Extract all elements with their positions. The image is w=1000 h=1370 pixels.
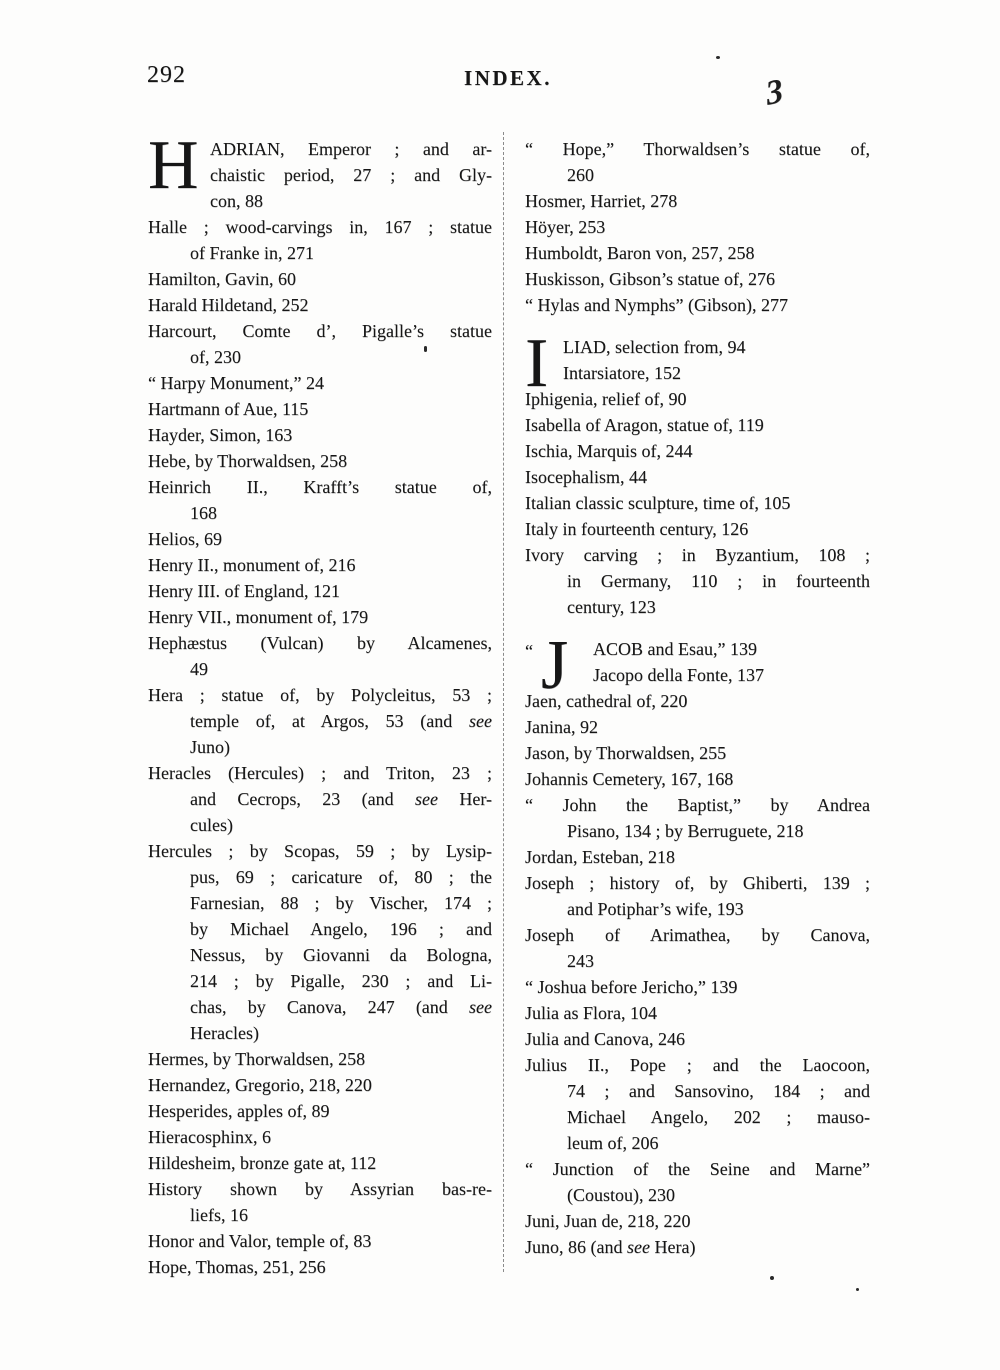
index-line: Hartmann of Aue, 115 <box>148 399 309 419</box>
index-entry <box>525 292 870 318</box>
index-entry <box>525 464 870 490</box>
index-entry <box>525 542 870 620</box>
drop-cap-i: I <box>525 325 549 402</box>
index-entry <box>525 1000 870 1026</box>
index-entry <box>148 1150 492 1176</box>
index-line: “ Joshua before Jericho,” 139 <box>525 977 738 997</box>
index-line: and Cecrops, 23 (and see Her- <box>190 789 492 809</box>
index-line: temple of, at Argos, 53 (and see <box>190 711 492 731</box>
index-line: Harald Hildetand, 252 <box>148 295 309 315</box>
index-line: Joseph ; history of, by Ghiberti, 139 ; <box>525 873 870 893</box>
index-entry <box>148 370 492 396</box>
index-entry <box>148 448 492 474</box>
index-line: Ischia, Marquis of, 244 <box>525 441 693 461</box>
index-entry <box>525 386 870 412</box>
index-line: Hebe, by Thorwaldsen, 258 <box>148 451 348 471</box>
index-line: Iphigenia, relief of, 90 <box>525 389 687 409</box>
index-entry <box>148 604 492 630</box>
index-entry <box>525 870 870 922</box>
index-line: Henry II., monument of, 216 <box>148 555 356 575</box>
index-entry <box>525 266 870 292</box>
index-line: Michael Angelo, 202 ; mauso- <box>567 1107 870 1127</box>
index-entry <box>525 792 870 844</box>
index-line: Humboldt, Baron von, 257, 258 <box>525 243 755 263</box>
index-entry <box>148 1176 492 1228</box>
index-line: Helios, 69 <box>148 529 222 549</box>
index-line: Höyer, 253 <box>525 217 606 237</box>
index-entry <box>148 422 492 448</box>
index-line: 260 <box>567 165 594 185</box>
index-line: Honor and Valor, temple of, 83 <box>148 1231 372 1251</box>
index-line: Joseph of Arimathea, by Canova, <box>525 925 870 945</box>
index-line: 214 ; by Pigalle, 230 ; and Li- <box>190 971 492 991</box>
index-line: Julia and Canova, 246 <box>525 1029 685 1049</box>
index-entry <box>148 1124 492 1150</box>
index-line: ACOB and Esau,” 139 <box>593 639 757 659</box>
index-entry <box>148 1046 492 1072</box>
index-line: “ Junction of the Seine and Marne” <box>525 1159 870 1179</box>
index-entry <box>525 240 870 266</box>
index-line: cules) <box>190 815 233 835</box>
index-line: Jaen, cathedral of, 220 <box>525 691 688 711</box>
index-line: con, 88 <box>210 191 263 211</box>
index-entry <box>148 474 492 526</box>
see-cross-reference: see <box>627 1237 650 1257</box>
index-line: liefs, 16 <box>190 1205 248 1225</box>
index-line: of Franke in, 271 <box>190 243 314 263</box>
index-line: Hephæstus (Vulcan) by Alcamenes, <box>148 633 492 653</box>
index-line: Henry VII., monument of, 179 <box>148 607 369 627</box>
index-line: pus, 69 ; caricature of, 80 ; the <box>190 867 492 887</box>
index-line: (Coustou), 230 <box>567 1185 675 1205</box>
index-line: Heracles) <box>190 1023 259 1043</box>
index-line: 168 <box>190 503 217 523</box>
see-cross-reference: see <box>469 711 492 731</box>
index-entry <box>525 214 870 240</box>
index-line: “ John the Baptist,” by Andrea <box>525 795 870 815</box>
ink-speck <box>856 1288 859 1291</box>
index-line: Huskisson, Gibson’s statue of, 276 <box>525 269 776 289</box>
index-entry <box>525 974 870 1000</box>
index-line: Isabella of Aragon, statue of, 119 <box>525 415 764 435</box>
index-line: Hildesheim, bronze gate at, 112 <box>148 1153 377 1173</box>
drop-cap-h: H <box>148 127 199 204</box>
index-entry <box>148 682 492 760</box>
index-line: Hesperides, apples of, 89 <box>148 1101 330 1121</box>
index-entry <box>525 1052 870 1156</box>
index-entry <box>148 838 492 1046</box>
index-entry <box>148 396 492 422</box>
index-entry <box>148 292 492 318</box>
index-line: “ Hylas and Nymphs” (Gibson), 277 <box>525 295 788 315</box>
index-line: Hieracosphinx, 6 <box>148 1127 271 1147</box>
index-line: of, 230 <box>190 347 241 367</box>
index-line: Jason, by Thorwaldsen, 255 <box>525 743 727 763</box>
index-line: “ Hope,” Thorwaldsen’s statue of, <box>525 139 870 159</box>
index-line: Jacopo della Fonte, 137 <box>593 665 764 685</box>
see-cross-reference: see <box>415 789 438 809</box>
opening-quote: “ <box>525 641 533 661</box>
index-entry <box>525 766 870 792</box>
index-line: Hermes, by Thorwaldsen, 258 <box>148 1049 366 1069</box>
index-entry <box>148 630 492 682</box>
index-line: Italian classic sculpture, time of, 105 <box>525 493 791 513</box>
index-entry <box>525 136 870 188</box>
page-number: 292 <box>147 62 186 88</box>
index-line: leum of, 206 <box>567 1133 659 1153</box>
index-line: Janina, 92 <box>525 717 598 737</box>
index-line: Heinrich II., Krafft’s statue of, <box>148 477 492 497</box>
index-entry <box>525 922 870 974</box>
index-entry <box>525 438 870 464</box>
index-line: Pisano, 134 ; by Berruguete, 218 <box>567 821 804 841</box>
index-entry <box>525 714 870 740</box>
index-line: 74 ; and Sansovino, 184 ; and <box>567 1081 870 1101</box>
index-line: Hernandez, Gregorio, 218, 220 <box>148 1075 372 1095</box>
index-entry <box>148 1254 492 1280</box>
index-line: Henry III. of England, 121 <box>148 581 340 601</box>
index-line: Hamilton, Gavin, 60 <box>148 269 296 289</box>
index-line: Hayder, Simon, 163 <box>148 425 293 445</box>
index-line: Juno) <box>190 737 230 757</box>
index-line: Julia as Flora, 104 <box>525 1003 657 1023</box>
index-line: Farnesian, 88 ; by Vischer, 174 ; <box>190 893 492 913</box>
index-line: Jordan, Esteban, 218 <box>525 847 675 867</box>
index-entry <box>525 740 870 766</box>
column-divider-line <box>503 132 504 1272</box>
index-entry <box>525 688 870 714</box>
index-entry <box>148 266 492 292</box>
index-line: “ Harpy Monument,” 24 <box>148 373 324 393</box>
index-entry <box>525 490 870 516</box>
index-entry <box>148 760 492 838</box>
see-cross-reference: see <box>469 997 492 1017</box>
index-line: Hercules ; by Scopas, 59 ; by Lysip- <box>148 841 492 861</box>
index-line: Isocephalism, 44 <box>525 467 647 487</box>
index-line: century, 123 <box>567 597 656 617</box>
drop-cap-j: J <box>541 627 569 704</box>
index-line: ADRIAN, Emperor ; and ar- <box>210 139 492 159</box>
ink-speck <box>716 56 720 59</box>
index-entry <box>525 844 870 870</box>
index-line: in Germany, 110 ; in fourteenth <box>567 571 870 591</box>
folio-mark: 3 <box>763 72 786 113</box>
index-entry <box>148 318 492 370</box>
index-line: LIAD, selection from, 94 <box>563 337 746 357</box>
index-line: Juni, Juan de, 218, 220 <box>525 1211 691 1231</box>
index-entry <box>525 412 870 438</box>
index-line: Harcourt, Comte d’, Pigalle’s statue <box>148 321 492 341</box>
index-line: Hera ; statue of, by Polycleitus, 53 ; <box>148 685 492 705</box>
index-entry <box>525 1156 870 1208</box>
index-entry <box>525 188 870 214</box>
index-line: Heracles (Hercules) ; and Triton, 23 ; <box>148 763 492 783</box>
index-entry <box>148 1098 492 1124</box>
index-entry <box>525 1234 870 1260</box>
index-column-right <box>525 136 870 1260</box>
index-line: Julius II., Pope ; and the Laocoon, <box>525 1055 870 1075</box>
index-line: and Potiphar’s wife, 193 <box>567 899 744 919</box>
index-entry <box>148 1228 492 1254</box>
index-entry <box>148 214 492 266</box>
index-column-left <box>148 127 492 1280</box>
index-entry <box>148 552 492 578</box>
ink-speck <box>424 346 427 352</box>
index-line: Intarsiatore, 152 <box>563 363 681 383</box>
index-section-h <box>148 127 492 214</box>
index-line: 243 <box>567 951 594 971</box>
index-entry <box>525 1208 870 1234</box>
index-line: History shown by Assyrian bas-re- <box>148 1179 492 1199</box>
index-entry <box>148 1072 492 1098</box>
index-line: Johannis Cemetery, 167, 168 <box>525 769 734 789</box>
index-entry <box>148 526 492 552</box>
index-line: 49 <box>190 659 208 679</box>
index-line: by Michael Angelo, 196 ; and <box>190 919 492 939</box>
index-line: Juno, 86 (and see Hera) <box>525 1237 696 1257</box>
index-entry <box>525 1026 870 1052</box>
index-entry <box>525 516 870 542</box>
index-line: Hosmer, Harriet, 278 <box>525 191 678 211</box>
index-line: Italy in fourteenth century, 126 <box>525 519 749 539</box>
index-line: Ivory carving ; in Byzantium, 108 ; <box>525 545 870 565</box>
page-title: INDEX. <box>464 66 552 90</box>
index-line: chas, by Canova, 247 (and see <box>190 997 492 1017</box>
index-line: Hope, Thomas, 251, 256 <box>148 1257 326 1277</box>
index-line: Halle ; wood-carvings in, 167 ; statue <box>148 217 492 237</box>
index-line: Nessus, by Giovanni da Bologna, <box>190 945 492 965</box>
index-line: chaistic period, 27 ; and Gly- <box>210 165 492 185</box>
index-entry <box>148 578 492 604</box>
ink-speck <box>770 1276 774 1280</box>
